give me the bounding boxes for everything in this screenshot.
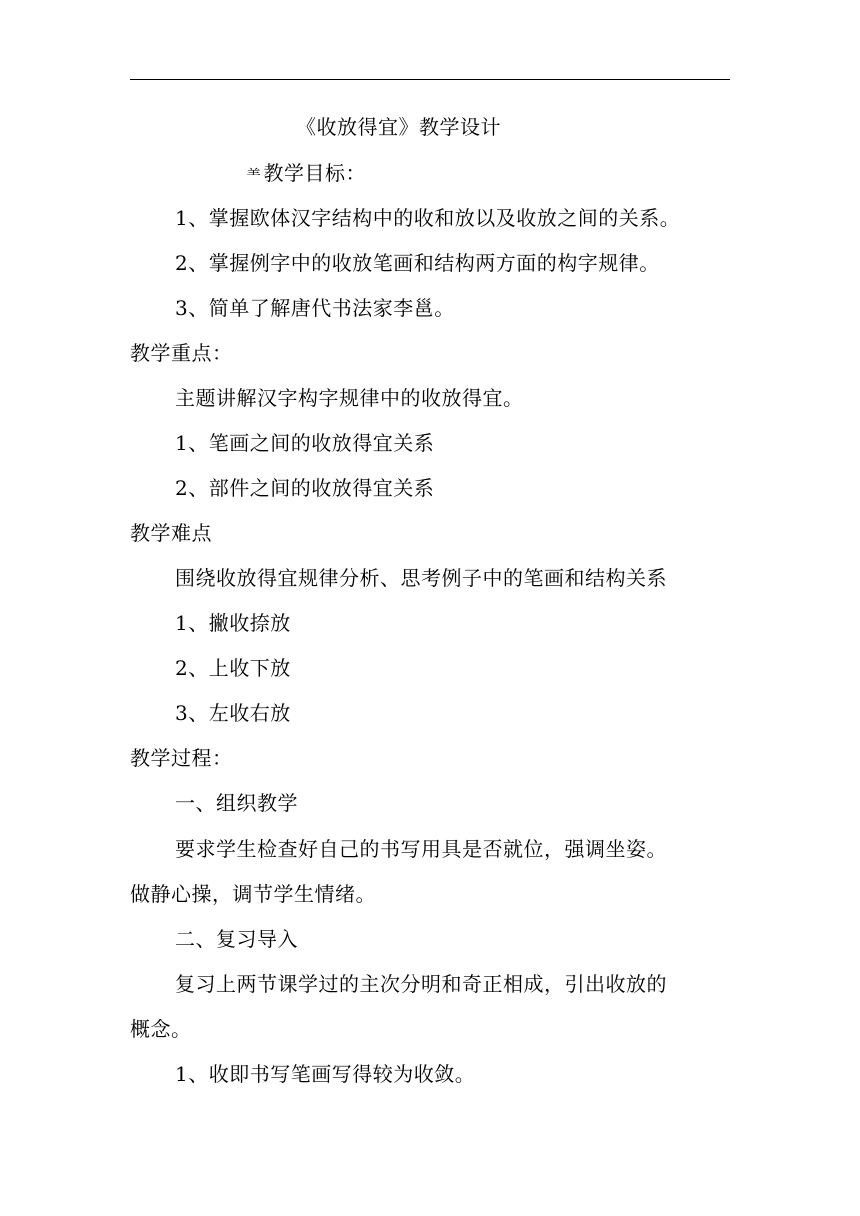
difficulty-item: 1、撇收捺放 [175,611,291,635]
document-title: 《收放得宜》教学设计 [296,115,501,139]
key-point-item: 2、部件之间的收放得宜关系 [175,476,435,500]
difficulty-item: 2、上收下放 [175,656,291,680]
difficulties-intro: 围绕收放得宜规律分析、思考例子中的笔画和结构关系 [175,566,667,590]
difficulties-heading: 教学难点 [130,521,212,545]
key-points-heading: 教学重点： [130,341,233,365]
process-heading: 教学过程： [130,746,233,770]
objectives-marker-icon: ⺷ [246,166,262,184]
objectives-heading [246,159,366,189]
process-paragraph: 要求学生检查好自己的书写用具是否就位，强调坐姿。 [175,837,667,861]
objective-item: 2、掌握例字中的收放笔画和结构两方面的构字规律。 [175,251,660,275]
key-points-intro: 主题讲解汉字构字规律中的收放得宜。 [175,386,524,410]
process-paragraph-continuation: 概念。 [130,1017,192,1041]
header-rule [130,79,730,80]
objective-item: 3、简单了解唐代书法家李邕。 [175,296,455,320]
process-step-heading: 二、复习导入 [175,927,298,951]
process-paragraph-continuation: 做静心操，调节学生情绪。 [130,882,376,906]
process-point-item: 1、收即书写笔画写得较为收敛。 [175,1062,476,1086]
process-step-heading: 一、组织教学 [175,791,298,815]
objectives-heading-label: 教学目标： [263,161,367,185]
key-point-item: 1、笔画之间的收放得宜关系 [175,431,435,455]
difficulty-item: 3、左收右放 [175,701,291,725]
objective-item: 1、掌握欧体汉字结构中的收和放以及收放之间的关系。 [175,206,681,230]
process-paragraph: 复习上两节课学过的主次分明和奇正相成，引出收放的 [175,972,667,996]
